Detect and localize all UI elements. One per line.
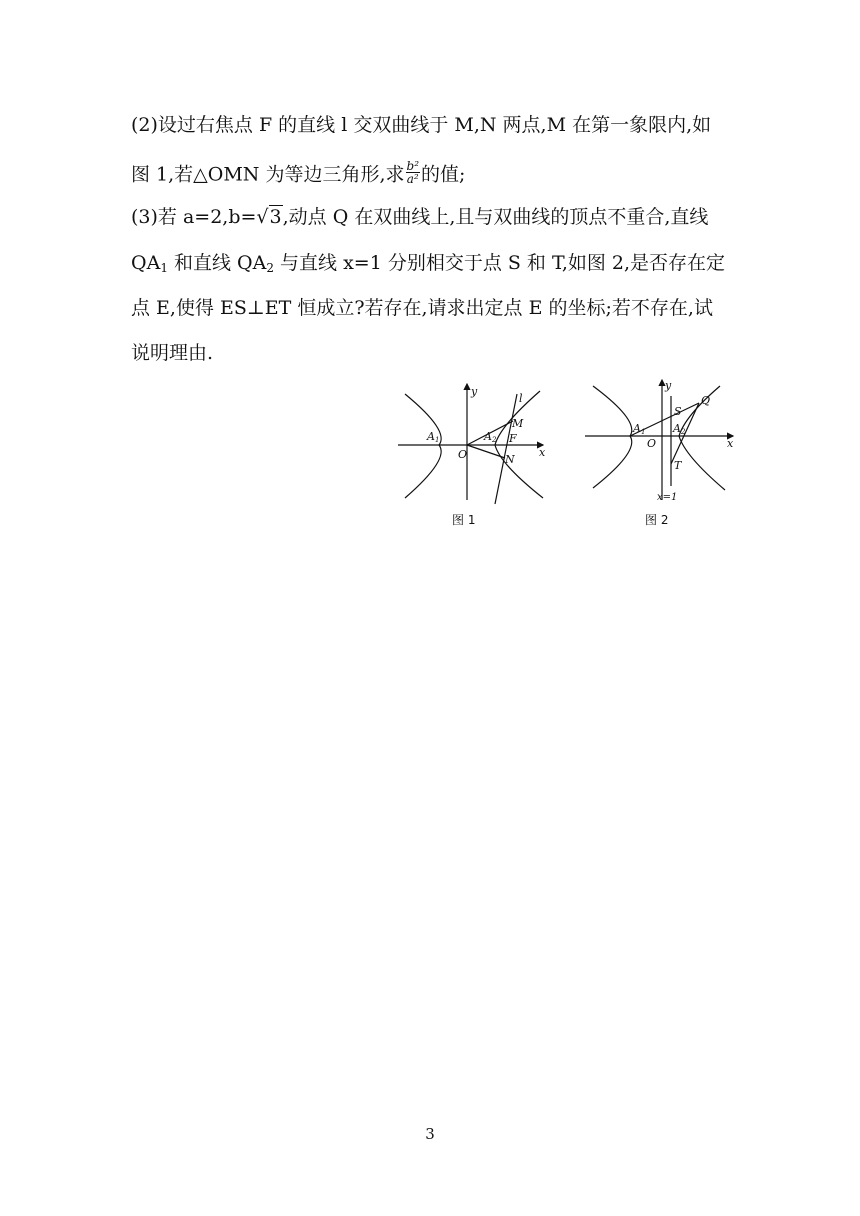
text-line-6: 说明理由. <box>131 342 214 364</box>
fig2-label-A2 <box>672 422 686 436</box>
fig1-label-x: x <box>539 446 546 459</box>
line4-end: 与直线 x=1 分别相交于点 S 和 T,如图 2,是否存在定 <box>273 252 726 274</box>
text-line-5: 点 E,使得 ES⊥ET 恒成立?若存在,请求出定点 E 的坐标;若不存在,试 <box>131 297 713 319</box>
subscript-1: 1 <box>160 261 168 275</box>
fig1-label-O: O <box>458 448 468 461</box>
fig2-A2-sub: 2 <box>680 428 686 436</box>
figures-svg <box>395 376 740 536</box>
fig1-caption: 图 1 <box>452 513 476 527</box>
figure-1-labels <box>426 385 546 466</box>
line4-mid: 和直线 QA <box>167 252 267 274</box>
fig1-label-l: l <box>519 392 523 405</box>
fig1-label-F: F <box>509 432 517 445</box>
fig1-label-N: N <box>505 453 515 466</box>
fig2-label-O: O <box>647 437 657 450</box>
fig2-caption: 图 2 <box>645 513 669 527</box>
square-root-3: √3 <box>256 206 282 228</box>
fig2-label-x: x <box>727 437 734 450</box>
line4-qa: QA <box>131 252 161 274</box>
fig1-label-A2 <box>483 430 497 444</box>
fig1-A1-letter: A <box>427 430 435 443</box>
fig2-A2-letter: A <box>673 422 681 435</box>
fig1-label-M: M <box>512 417 524 430</box>
text-line-1: (2)设过右焦点 F 的直线 l 交双曲线于 M,N 两点,M 在第一象限内,如 <box>131 114 712 136</box>
fig2-A1-letter: A <box>633 422 641 435</box>
subscript-2: 2 <box>266 261 274 275</box>
fig1-label-y: y <box>471 385 478 398</box>
fig2-label-x-equals-1: x=1 <box>657 492 678 503</box>
text-line-2 <box>131 159 731 188</box>
fraction-numerator: b² <box>406 159 420 173</box>
line2-text-after-fraction: 的值; <box>421 163 466 186</box>
fig2-label-T: T <box>674 459 682 472</box>
line2-text-before-fraction: 图 1,若△OMN 为等边三角形,求 <box>131 163 405 186</box>
fig2-label-S: S <box>674 405 682 418</box>
fig2-left-branch <box>593 386 632 488</box>
page-number: 3 <box>425 1125 435 1143</box>
fig1-label-A1 <box>426 430 439 444</box>
fraction-b2-over-a2 <box>406 160 421 185</box>
fig2-A1-sub: 1 <box>640 428 646 436</box>
fig1-left-branch <box>405 394 441 498</box>
fig1-A2-sub: 2 <box>491 436 497 444</box>
radicand: 3 <box>269 206 282 228</box>
fig2-label-A1 <box>632 422 645 436</box>
figure-2-diagram <box>585 380 733 500</box>
text-line-3 <box>131 208 731 227</box>
fig1-segment-ON <box>467 445 505 458</box>
line3-text-before-root: (3)若 a=2,b= <box>131 206 257 228</box>
fig1-A2-letter: A <box>484 430 492 443</box>
text-line-4 <box>131 254 731 273</box>
figures <box>395 376 740 536</box>
fig1-A1-sub: 1 <box>434 436 440 444</box>
fig1-line-l <box>495 394 517 504</box>
line3-text-after-root: ,动点 Q 在双曲线上,且与双曲线的顶点不重合,直线 <box>282 206 709 228</box>
fig2-label-Q: Q <box>701 394 711 407</box>
fraction-denominator: a² <box>406 172 419 186</box>
fig2-label-y: y <box>665 379 672 392</box>
